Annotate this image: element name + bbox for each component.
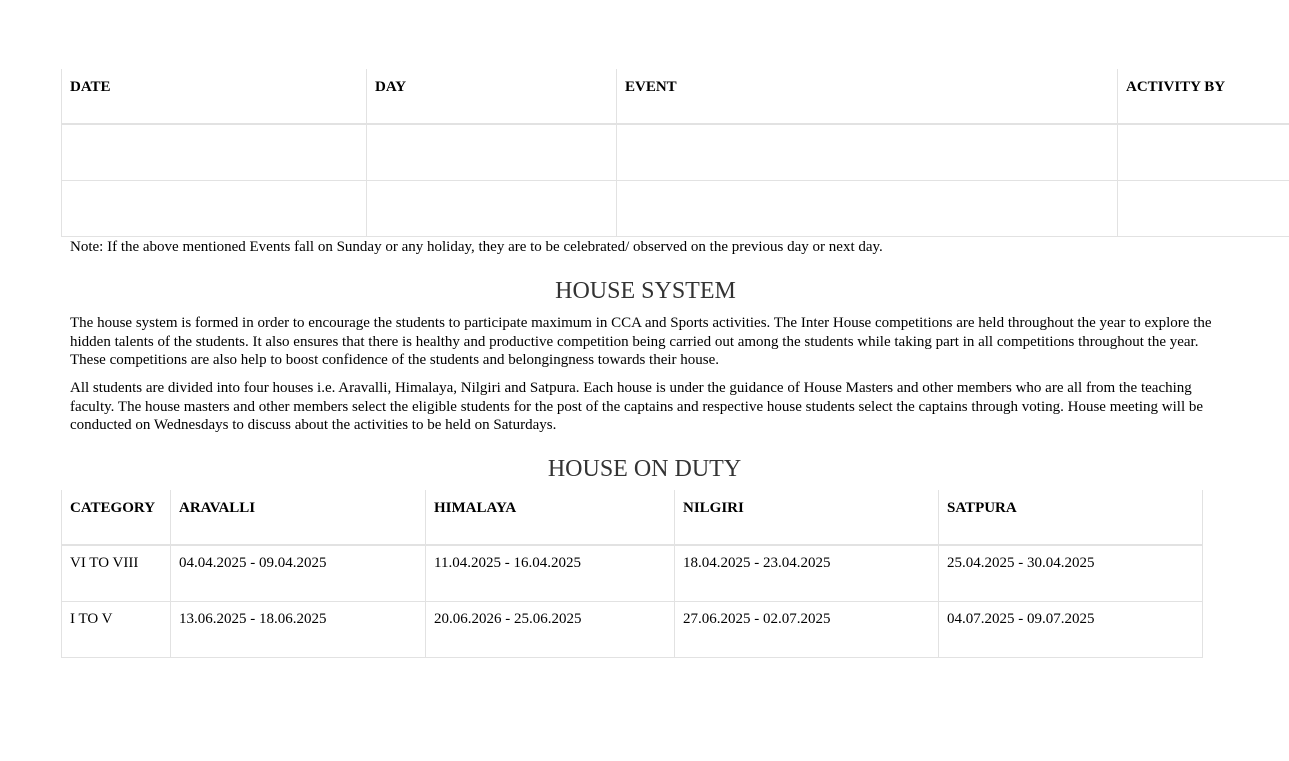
- header-himalaya: HIMALAYA: [426, 490, 675, 545]
- table-row: [62, 545, 1203, 601]
- date-cell: [62, 180, 367, 236]
- header-event: EVENT: [617, 69, 1118, 124]
- category-cell: VI TO VIII: [62, 545, 171, 601]
- activity-by-cell: [1118, 180, 1289, 236]
- activity-by-cell: [1118, 124, 1289, 180]
- house-system-title: HOUSE SYSTEM: [555, 278, 736, 304]
- nilgiri-cell: 18.04.2025 - 23.04.2025: [675, 545, 939, 601]
- table-row: [62, 124, 1289, 180]
- event-cell: [617, 124, 1118, 180]
- events-header-row: [62, 69, 1289, 124]
- category-cell: I TO V: [62, 601, 171, 657]
- header-satpura: SATPURA: [939, 490, 1203, 545]
- duty-header-row: [62, 490, 1203, 545]
- himalaya-cell: 11.04.2025 - 16.04.2025: [426, 545, 675, 601]
- event-cell: [617, 180, 1118, 236]
- aravalli-cell: 13.06.2025 - 18.06.2025: [171, 601, 426, 657]
- events-table: [61, 69, 1289, 237]
- house-system-paragraph: The house system is formed in order to encourage the students to participate maximum in CCA and Sports activities. The Inter House competitions are held throughout the year to explore the hidden talents of the students. It also ensures that there is healthy and productive competition being carried out among the students while taking part in all competitions throughout the year. These competitions are also help to boost confidence of the students and belongingness towards their house.: [70, 315, 1212, 368]
- himalaya-cell: 20.06.2026 - 25.06.2025: [426, 601, 675, 657]
- day-cell: [367, 180, 617, 236]
- events-note: Note: If the above mentioned Events fall on Sunday or any holiday, they are to be celebrated/ observed on the previous day or next day.: [70, 239, 883, 255]
- date-cell: [62, 124, 367, 180]
- house-system-paragraph: All students are divided into four houses i.e. Aravalli, Himalaya, Nilgiri and Satpura. Each house is under the guidance of House Masters and other members who are all from the teaching faculty. The house masters and other members select the eligible students for the post of the captains and respective house students select the captains through voting. House meeting will be conducted on Wednesdays to discuss about the activities to be held on Saturdays.: [70, 380, 1204, 433]
- table-row: [62, 180, 1289, 236]
- house-on-duty-title: HOUSE ON DUTY: [547, 456, 742, 482]
- table-row: [62, 601, 1203, 657]
- aravalli-cell: 04.04.2025 - 09.04.2025: [171, 545, 426, 601]
- header-activity-by: ACTIVITY BY: [1118, 69, 1289, 124]
- day-cell: [367, 124, 617, 180]
- satpura-cell: 25.04.2025 - 30.04.2025: [939, 545, 1203, 601]
- header-day: DAY: [367, 69, 617, 124]
- house-on-duty-table: [61, 490, 1203, 658]
- satpura-cell: 04.07.2025 - 09.07.2025: [939, 601, 1203, 657]
- header-aravalli: ARAVALLI: [171, 490, 426, 545]
- header-date: DATE: [62, 69, 367, 124]
- header-category: CATEGORY: [62, 490, 171, 545]
- header-nilgiri: NILGIRI: [675, 490, 939, 545]
- nilgiri-cell: 27.06.2025 - 02.07.2025: [675, 601, 939, 657]
